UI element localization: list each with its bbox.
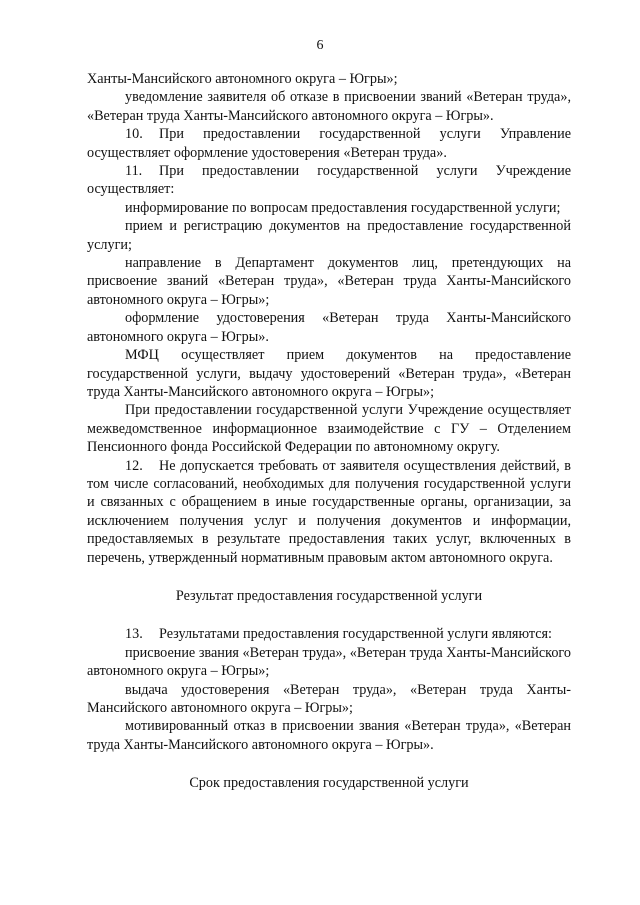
paragraph-10 (87, 125, 571, 162)
paragraph-12 (87, 457, 571, 567)
paragraph-certificate: оформление удостоверения «Ветеран труда Ханты-Мансийского автономного округа – Югры». (87, 310, 571, 345)
clause-text: Результатами предоставления государственной услуги являются: (159, 626, 553, 643)
clause-number: 13. (125, 626, 143, 643)
paragraph-issuance: выдача удостоверения «Ветеран труда», «Ветеран труда Ханты-Мансийского автономного округа – Югры»; (87, 681, 571, 716)
paragraph-informing: информирование по вопросам предоставления государственной услуги; (125, 199, 561, 216)
paragraph-refusal: мотивированный отказ в присвоении звания «Ветеран труда», «Ветеран труда Ханты-Мансийского автономного округа – Югры». (87, 718, 571, 753)
paragraph-interaction: При предоставлении государственной услуги Учреждение осуществляет межведомственное информационное взаимодействие с ГУ – Отделением Пенсионного фонда Российской Федерации по автономному округу. (87, 402, 571, 456)
clause-number: 12. (125, 457, 143, 474)
section-heading-result: Результат предоставления государственной услуги (175, 587, 483, 604)
paragraph-forwarding: направление в Департамент документов лиц, претендующих на присвоение званий «Ветеран труда», «Ветеран труда Ханты-Мансийского автономного округа – Югры»; (87, 255, 571, 308)
clause-text: При предоставлении государственной услуги Учреждение осуществляет: (87, 163, 571, 198)
clause-number: 11. (125, 163, 143, 180)
paragraph-13 (87, 625, 571, 643)
page-number: 6 (316, 38, 324, 53)
section-heading-term: Срок предоставления государственной услуги (189, 775, 469, 792)
paragraph-11 (87, 162, 571, 199)
paragraph-notification: уведомление заявителя об отказе в присвоении званий «Ветеран труда», «Ветеран труда Ханты-Мансийского автономного округа – Югры». (87, 89, 571, 124)
paragraph-continuation: Ханты-Мансийского автономного округа – Югры»; (87, 71, 398, 87)
paragraph-award: присвоение звания «Ветеран труда», «Ветеран труда Ханты-Мансийского автономного округа – Югры»; (87, 644, 571, 680)
clause-text: При предоставлении государственной услуги Управление осуществляет оформление удостоверения «Ветеран труда». (87, 126, 571, 161)
clause-text: Не допускается требовать от заявителя осуществления действий, в том числе согласований, необходимых для получения государственной услуги и связанных с обращением в иные государственные органы, организации, за исключением получения услуг и получения документов и информации, предоставляемых в результате предоставления таких услуг, включенных в перечень, утвержденный нормативным правовым актом автономного округа. (87, 457, 571, 566)
paragraph-reception: прием и регистрацию документов на предоставление государственной услуги; (87, 218, 571, 253)
paragraph-mfc: МФЦ осуществляет прием документов на предоставление государственной услуги, выдачу удостоверений «Ветеран труда», «Ветеран труда Ханты-Мансийского автономного округа – Югры»; (87, 347, 571, 400)
document-body (87, 70, 571, 793)
clause-number: 10. (125, 126, 143, 143)
